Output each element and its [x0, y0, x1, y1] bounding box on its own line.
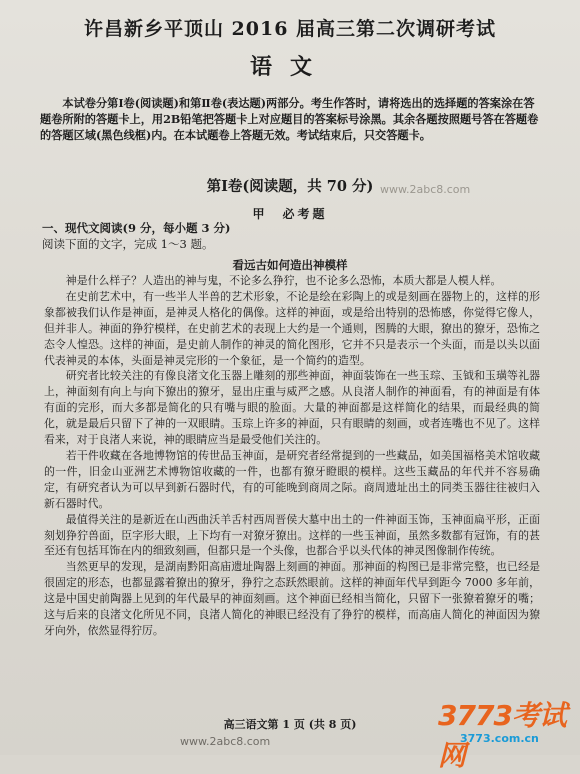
article-paragraph: 当然更早的发现，是湖南黔阳高庙遗址陶器上刻画的神面。那神面的构图已是非常完整，也已经是很固定的形态，也都显露着獠出的獠牙，狰狞之态跃然眼前。这样的神面年代早到距今 7000 多年前，这是中国史前陶器上见到的年代最早的神面刻画。这个神面已经相当简化，只留下一张獠着獠牙的嘴；这与后来的良渚文化所见不同，良渚人简化的神眼已经没有了狰狞的模样，而高庙人简化的神面因为獠牙向外，依然显得狞厉。 [44, 560, 540, 637]
article-paragraph: 最值得关注的是新近在山西曲沃羊舌村西周晋侯大墓中出土的一件神面玉饰，玉神面扁平形，正面刻划狰狞兽面，臣字形大眼，上下均有一对獠牙獠出。这样的一些玉神面，虽然多数都有冠饰，有的甚至还有包括耳饰在内的细致刻画，但都只是一个头像，也都合乎以头代体的神灵图像制作传统。 [44, 512, 540, 558]
logo-main-text: 3773考试网 [438, 699, 566, 772]
part-one-title: 第Ⅰ卷(阅读题，共 70 分) [206, 178, 374, 195]
logo-sub-text: 3773.com.cn [460, 732, 539, 745]
article-title: 看远古如何造出神模样 [232, 258, 348, 272]
site-logo [438, 694, 574, 772]
watermark-top: www.2abc8.com [380, 183, 471, 196]
watermark-bottom: www.2abc8.com [180, 735, 271, 748]
question-heading: 一、现代文阅读(9 分，每小题 3 分) [42, 221, 231, 235]
article-paragraph: 在史前艺术中，有一些半人半兽的艺术形象，不论是绘在彩陶上的或是刻画在器物上的，这样的形象都被我们认作是神面，是神灵人格化的偶像。这样的神面，或是给出特别的恐怖感，你觉得它像人，但并非人。神面的狰狞模样，在史前艺术的表现上大约是一个通则，图腾的大眼，獠出的獠牙，恐怖之态令人惶恐。这样的神面，是史前人制作的神灵的简化图形，它并不只是表示一个头面，而是以头以面代表神灵的本体，头面是神灵完形的一个象征，是一个简约的造型。 [44, 289, 540, 367]
page-footer: 高三语文第 1 页 (共 8 页) [223, 718, 357, 731]
exam-title: 许昌新乡平顶山 2016 届高三第二次调研考试 [83, 18, 497, 40]
article-paragraph: 研究者比较关注的有像良渚文化玉器上雕刻的那些神面，神面装饰在一些玉琮、玉钺和玉璜等礼器上，神面刻有向上与向下獠出的獠牙，显出庄重与威严之感。从良渚人制作的神面看，有的神面是有体有面的完形，而大多都是简化的只有嘴与眼的脸面。大量的神面都是这样简化的结果，而最经典的简化，就是最后只留下了神的一双眼睛。玉琮上许多的神面，只有眼睛的刻画，或者连嘴也不见了。这样看来，对于良渚人来说，神的眼睛应当是最受他们关注的。 [44, 369, 540, 447]
subject-title: 语文 [249, 54, 330, 80]
article-body [44, 273, 540, 639]
question-instruction: 阅读下面的文字，完成 1～3 题。 [42, 237, 214, 251]
article-paragraph: 神是什么样子？人造出的神与鬼，不论多么狰狞，也不论多么恐怖，本质大都是人模人样。 [65, 274, 502, 287]
exam-notice: 本试卷分第Ⅰ卷(阅读题)和第Ⅱ卷(表达题)两部分。考生作答时，请将选出的选择题的答案涂在答题卷所附的答题卡上，用2B铅笔把答题卡上对应题目的答案标号涂黑。其余各题按照题号答在答题卷的答题区域(黑色线框)内。在本试题卷上答题无效。考试结束后，只交答题卡。 [40, 96, 539, 142]
section-required-title: 甲 必考题 [252, 207, 328, 221]
article-paragraph: 若干件收藏在各地博物馆的传世品玉神面，是研究者经常提到的一些藏品，如美国福格美术馆收藏的一件，旧金山亚洲艺术博物馆收藏的一件，也都有獠牙瞪眼的模样。这些玉藏品的年代并不容易确定，有研究者认为可以早到新石器时代，有的可能晚到商周之际。商周遗址出土的同类玉器往往被归入新石器时代。 [44, 448, 540, 510]
